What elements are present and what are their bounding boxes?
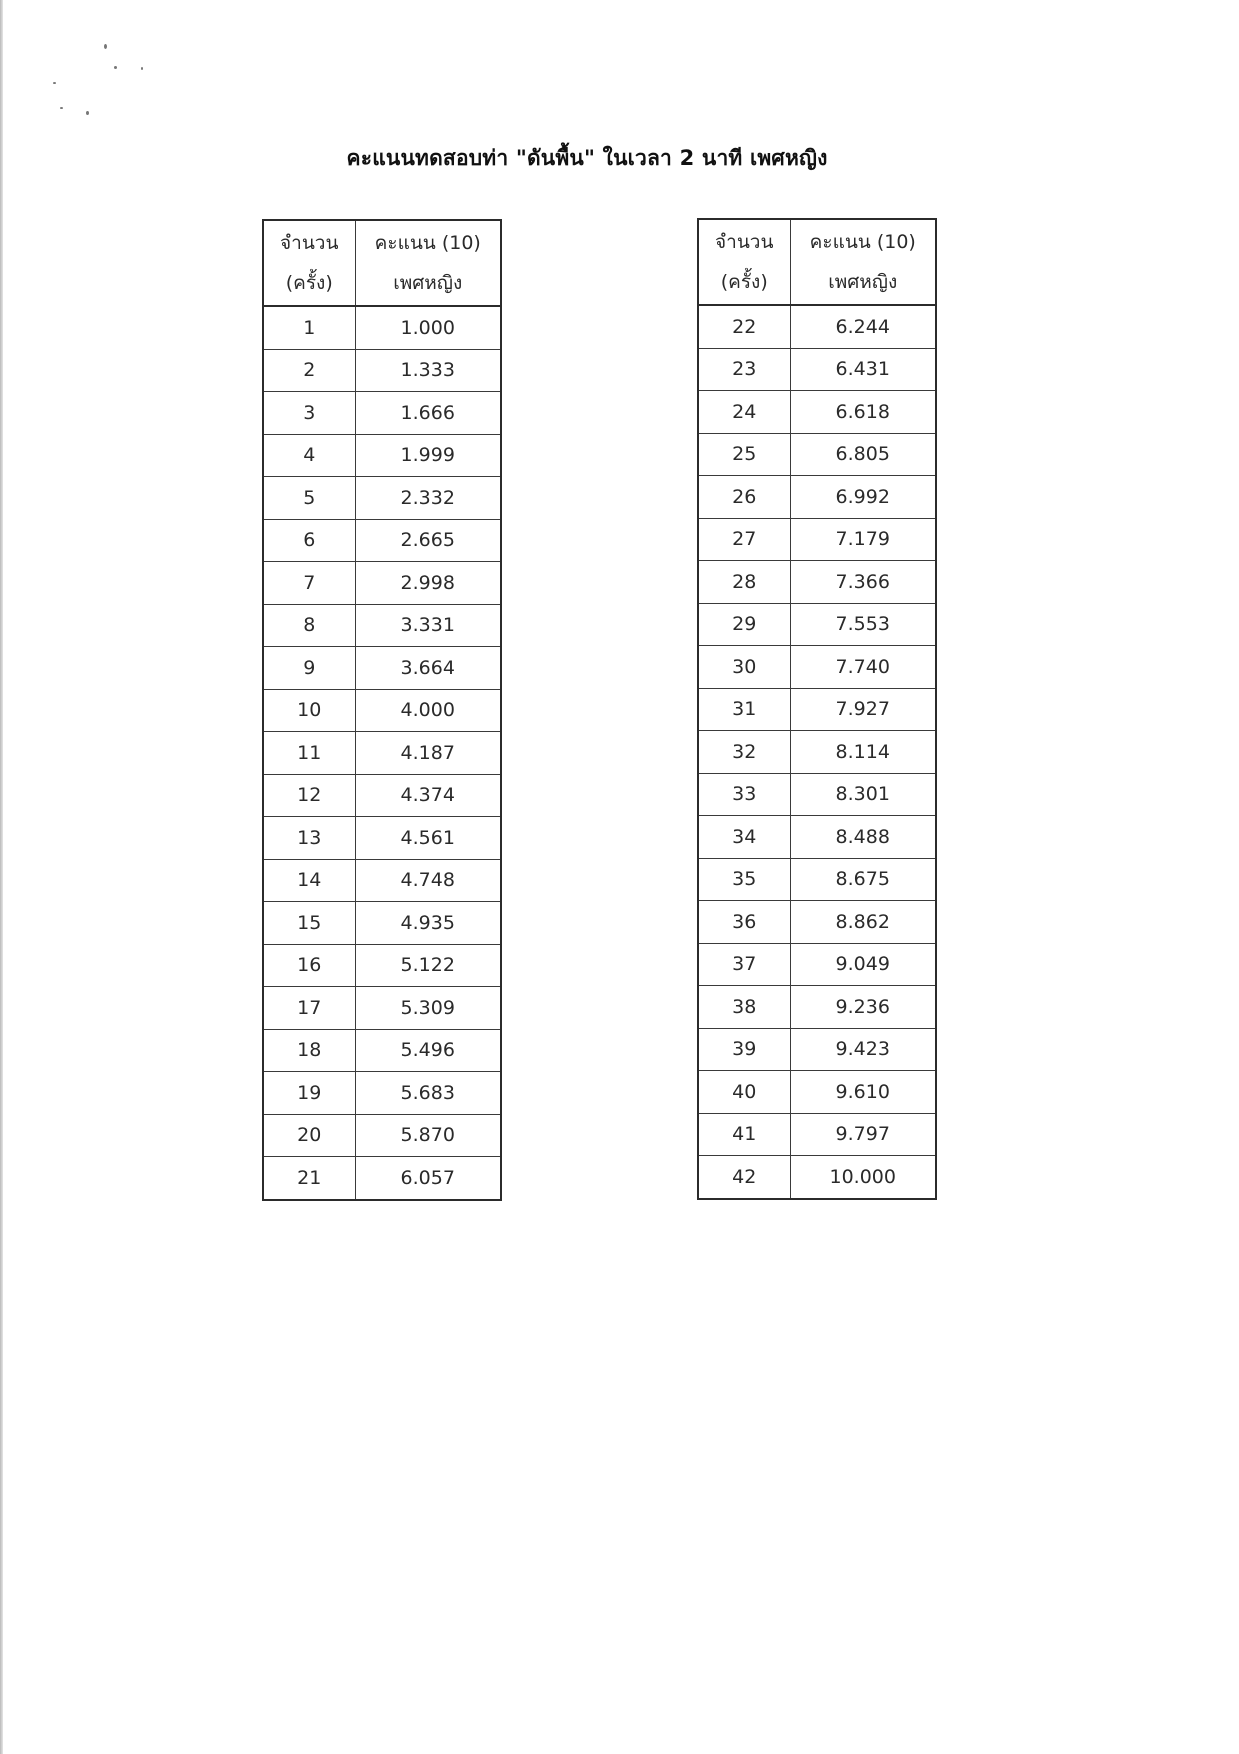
table-row [698,986,936,1029]
count-cell: 37 [698,943,790,986]
score-cell: 8.301 [790,773,936,816]
score-cell: 4.748 [355,859,501,902]
count-cell: 30 [698,646,790,689]
score-cell: 6.431 [790,348,936,391]
count-cell: 42 [698,1156,790,1199]
score-cell: 7.179 [790,518,936,561]
table-row [698,1113,936,1156]
count-cell: 7 [263,562,355,605]
table-row [698,348,936,391]
score-cell: 1.333 [355,349,501,392]
table-body [263,306,501,1200]
count-cell: 41 [698,1113,790,1156]
table-row [698,561,936,604]
score-cell: 4.000 [355,689,501,732]
count-cell: 2 [263,349,355,392]
score-cell: 5.309 [355,987,501,1030]
table-row [263,817,501,860]
scan-speck [104,44,107,49]
count-cell: 32 [698,731,790,774]
table-row [698,858,936,901]
score-cell: 3.664 [355,647,501,690]
score-cell: 2.998 [355,562,501,605]
score-cell: 4.187 [355,732,501,775]
table-row [698,1156,936,1199]
score-cell: 8.488 [790,816,936,859]
count-header-line1: จำนวน [280,232,339,254]
scan-speck [53,82,56,84]
count-cell: 12 [263,774,355,817]
score-cell: 6.992 [790,476,936,519]
table-row [263,519,501,562]
count-cell: 20 [263,1114,355,1157]
count-cell: 14 [263,859,355,902]
score-column-header [355,220,501,306]
score-cell: 8.862 [790,901,936,944]
score-cell: 9.797 [790,1113,936,1156]
score-cell: 4.561 [355,817,501,860]
score-header-line2: เพศหญิง [393,272,463,294]
table-row [263,647,501,690]
score-cell: 2.665 [355,519,501,562]
score-cell: 5.683 [355,1072,501,1115]
table-row [263,689,501,732]
score-cell: 6.244 [790,305,936,348]
table-row [263,434,501,477]
count-cell: 25 [698,433,790,476]
score-cell: 4.935 [355,902,501,945]
count-cell: 11 [263,732,355,775]
score-cell: 2.332 [355,477,501,520]
score-cell: 5.122 [355,944,501,987]
score-cell: 7.366 [790,561,936,604]
score-header-line2: เพศหญิง [828,271,898,293]
table-row [698,603,936,646]
table-row [698,433,936,476]
scan-speck [60,107,63,109]
score-table-left [262,219,502,1201]
table-row [698,391,936,434]
count-cell: 3 [263,392,355,435]
count-cell: 31 [698,688,790,731]
scan-edge [0,0,3,1754]
count-cell: 36 [698,901,790,944]
table-row [263,392,501,435]
count-header-line2: (ครั้ง) [720,271,768,293]
count-cell: 26 [698,476,790,519]
score-cell: 9.236 [790,986,936,1029]
count-cell: 21 [263,1157,355,1200]
count-cell: 10 [263,689,355,732]
count-cell: 39 [698,1028,790,1071]
table-row [263,1157,501,1200]
count-column-header [263,220,355,306]
table-row [263,1072,501,1115]
table-row [698,688,936,731]
score-cell: 9.423 [790,1028,936,1071]
table-row [698,816,936,859]
table-row [263,859,501,902]
scan-speck [114,66,117,69]
score-table-right [697,218,937,1200]
table-row [263,349,501,392]
score-cell: 1.999 [355,434,501,477]
score-cell: 6.805 [790,433,936,476]
table-row [698,943,936,986]
score-cell: 6.057 [355,1157,501,1200]
count-cell: 19 [263,1072,355,1115]
table-row [263,774,501,817]
score-cell: 7.927 [790,688,936,731]
table-row [263,1029,501,1072]
count-cell: 9 [263,647,355,690]
count-cell: 8 [263,604,355,647]
score-cell: 5.870 [355,1114,501,1157]
table-header-row [698,219,936,305]
count-cell: 40 [698,1071,790,1114]
count-cell: 34 [698,816,790,859]
count-cell: 28 [698,561,790,604]
score-cell: 1.666 [355,392,501,435]
table-row [698,773,936,816]
count-cell: 4 [263,434,355,477]
score-header-line1: คะแนน (10) [809,231,916,253]
score-column-header [790,219,936,305]
scan-speck [86,111,89,115]
score-cell: 8.114 [790,731,936,774]
table-row [698,901,936,944]
table-row [698,646,936,689]
score-cell: 1.000 [355,306,501,349]
table-row [263,477,501,520]
score-header-line1: คะแนน (10) [374,232,481,254]
score-cell: 9.610 [790,1071,936,1114]
scan-speck [141,67,143,70]
table-row [263,987,501,1030]
table-row [263,306,501,349]
table-row [698,305,936,348]
score-cell: 7.553 [790,603,936,646]
count-cell: 38 [698,986,790,1029]
table-row [263,562,501,605]
count-cell: 5 [263,477,355,520]
score-cell: 6.618 [790,391,936,434]
count-cell: 6 [263,519,355,562]
table-row [263,1114,501,1157]
count-cell: 22 [698,305,790,348]
table-row [698,1071,936,1114]
table-row [698,476,936,519]
table-row [263,732,501,775]
table-row [698,731,936,774]
count-cell: 13 [263,817,355,860]
count-cell: 15 [263,902,355,945]
count-cell: 23 [698,348,790,391]
count-header-line2: (ครั้ง) [285,272,333,294]
count-cell: 27 [698,518,790,561]
table-row [698,518,936,561]
table-row [263,944,501,987]
table-row [698,1028,936,1071]
count-cell: 29 [698,603,790,646]
score-cell: 7.740 [790,646,936,689]
score-cell: 10.000 [790,1156,936,1199]
table-header-row [263,220,501,306]
page-title: คะแนนทดสอบท่า "ดันพื้น" ในเวลา 2 นาที เพศหญิง [346,146,828,170]
score-cell: 4.374 [355,774,501,817]
count-cell: 35 [698,858,790,901]
count-cell: 1 [263,306,355,349]
table-body [698,305,936,1199]
score-cell: 8.675 [790,858,936,901]
score-cell: 9.049 [790,943,936,986]
count-cell: 16 [263,944,355,987]
count-cell: 17 [263,987,355,1030]
count-header-line1: จำนวน [715,231,774,253]
score-cell: 3.331 [355,604,501,647]
score-cell: 5.496 [355,1029,501,1072]
count-cell: 33 [698,773,790,816]
count-cell: 24 [698,391,790,434]
table-row [263,902,501,945]
count-cell: 18 [263,1029,355,1072]
table-row [263,604,501,647]
count-column-header [698,219,790,305]
